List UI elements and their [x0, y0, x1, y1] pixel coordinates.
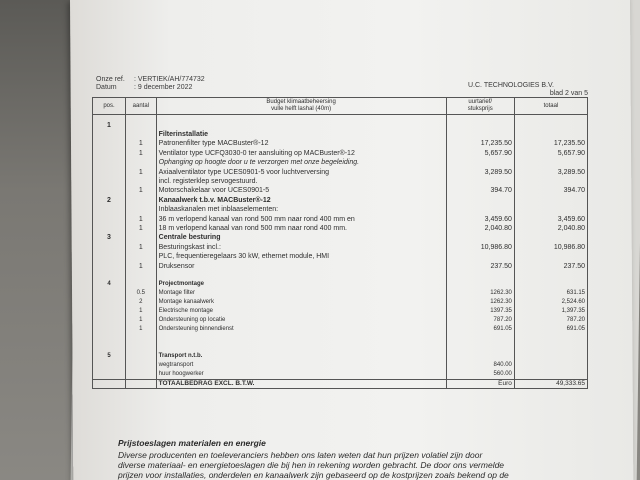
row-pos — [93, 139, 126, 148]
note-line: Diverse producenten en toeleveranciers hebben ons laten weten dat hun prijzen volatiel zijn door — [118, 450, 483, 460]
row-unit-price — [446, 130, 514, 139]
row-total — [514, 121, 587, 130]
row-quantity: 0.5 — [126, 289, 157, 298]
row-pos — [93, 252, 126, 261]
table-row — [93, 271, 588, 280]
table-row — [93, 167, 588, 176]
row-description: wegtransport — [156, 361, 446, 370]
row-unit-price: 1397.35 — [446, 307, 514, 316]
row-pos — [93, 334, 126, 343]
row-total: 1,397.35 — [514, 307, 587, 316]
table-row — [93, 316, 588, 325]
company-name: U.C. TECHNOLOGIES B.V. — [468, 82, 554, 89]
row-description: Projectmontage — [156, 280, 446, 289]
row-total — [514, 205, 587, 214]
row-quantity — [126, 121, 157, 130]
header-total: totaal — [514, 98, 587, 115]
row-description: Besturingskast incl.: — [156, 243, 446, 252]
row-pos — [93, 307, 126, 316]
row-description: Motorschakelaar voor UCES0901-5 — [156, 186, 446, 195]
table-row — [93, 205, 588, 214]
row-description — [156, 343, 446, 352]
row-total — [514, 233, 587, 242]
table-row — [93, 130, 588, 139]
row-total: 3,289.50 — [514, 167, 587, 176]
row-description: Ondersteuning op locatie — [156, 316, 446, 325]
row-description: Axiaalventilator type UCES0901-5 voor luchtverversing — [156, 167, 446, 176]
header-description — [156, 98, 446, 115]
row-pos — [93, 316, 126, 325]
row-quantity: 2 — [126, 298, 157, 307]
row-unit-price — [446, 196, 514, 205]
row-pos — [93, 177, 126, 186]
row-unit-price: 17,235.50 — [446, 139, 514, 148]
row-quantity: 1 — [126, 167, 157, 176]
row-unit-price — [446, 252, 514, 261]
table-row — [93, 196, 588, 205]
table-row — [93, 243, 588, 252]
row-pos — [93, 243, 126, 252]
row-quantity — [126, 271, 157, 280]
row-total — [514, 177, 587, 186]
table-row — [93, 370, 588, 379]
row-unit-price — [446, 158, 514, 167]
row-total: 2,524.60 — [514, 298, 587, 307]
row-unit-price: 691.05 — [446, 325, 514, 334]
row-description: Electrische montage — [156, 307, 446, 316]
row-total: 237.50 — [514, 261, 587, 270]
row-description: Montage kanaalwerk — [156, 298, 446, 307]
row-quantity — [126, 158, 157, 167]
date-label: Datum — [96, 84, 117, 91]
row-description: PLC, frequentieregelaars 30 kW, ethernet module, HMI — [156, 252, 446, 261]
row-unit-price: 560.00 — [446, 370, 514, 379]
row-total: 691.05 — [514, 325, 587, 334]
row-pos — [93, 271, 126, 280]
row-total — [514, 280, 587, 289]
row-description: Inblaaskanalen met inblaaselementen: — [156, 205, 446, 214]
row-unit-price — [446, 343, 514, 352]
total-currency: Euro — [446, 379, 514, 388]
row-quantity: 1 — [126, 325, 157, 334]
row-description — [156, 121, 446, 130]
table-row — [93, 289, 588, 298]
row-unit-price — [446, 280, 514, 289]
row-description: Ventilator type UCFQ3030-0 ter aansluiting op MACBuster®-12 — [156, 149, 446, 158]
row-pos — [93, 186, 126, 195]
header-desc-line2: vulle helft lashal (40m) — [271, 106, 332, 112]
row-pos — [93, 149, 126, 158]
row-pos — [93, 214, 126, 223]
row-pos: 4 — [93, 280, 126, 289]
row-total: 631.15 — [514, 289, 587, 298]
row-description: Ondersteuning binnendienst — [156, 325, 446, 334]
table-row — [93, 252, 588, 261]
row-pos — [93, 289, 126, 298]
row-quantity: 1 — [126, 243, 157, 252]
row-quantity: 1 — [126, 307, 157, 316]
row-unit-price: 1262.30 — [446, 298, 514, 307]
date-value: : 9 december 2022 — [134, 84, 193, 91]
ref-value: : VERTIEK/AH/774732 — [134, 76, 205, 83]
row-pos — [93, 224, 126, 233]
table-row — [93, 343, 588, 352]
row-quantity — [126, 352, 157, 361]
row-pos — [93, 130, 126, 139]
row-quantity — [126, 252, 157, 261]
row-description — [156, 334, 446, 343]
table-row — [93, 186, 588, 195]
total-label: TOTAALBEDRAG EXCL. B.T.W. — [156, 379, 446, 388]
row-unit-price — [446, 177, 514, 186]
row-quantity — [126, 334, 157, 343]
row-total — [514, 158, 587, 167]
row-total — [514, 196, 587, 205]
row-quantity: 1 — [126, 261, 157, 270]
row-pos — [93, 298, 126, 307]
row-quantity: 1 — [126, 139, 157, 148]
row-total — [514, 370, 587, 379]
row-quantity — [126, 205, 157, 214]
row-total — [514, 252, 587, 261]
row-pos — [93, 370, 126, 379]
row-description: Kanaalwerk t.b.v. MACBuster®-12 — [156, 196, 446, 205]
row-quantity: 1 — [126, 186, 157, 195]
row-quantity — [126, 343, 157, 352]
row-pos — [93, 167, 126, 176]
row-quantity — [126, 280, 157, 289]
table-row — [93, 224, 588, 233]
header-pos: pos. — [93, 98, 126, 115]
price-surcharge-note — [118, 438, 509, 480]
table-row — [93, 261, 588, 270]
row-unit-price — [446, 271, 514, 280]
total-row — [93, 379, 588, 388]
row-quantity: 1 — [126, 224, 157, 233]
row-total — [514, 130, 587, 139]
row-unit-price — [446, 352, 514, 361]
ref-label: Onze ref. — [96, 76, 125, 83]
row-description: 18 m verlopend kanaal van rond 500 mm naar rond 400 mm. — [156, 224, 446, 233]
row-unit-price: 2,040.80 — [446, 224, 514, 233]
table-row — [93, 361, 588, 370]
row-total: 5,657.90 — [514, 149, 587, 158]
row-pos: 1 — [93, 121, 126, 130]
row-unit-price: 840.00 — [446, 361, 514, 370]
row-pos — [93, 205, 126, 214]
table-body — [93, 115, 588, 380]
table-row — [93, 121, 588, 130]
row-unit-price — [446, 334, 514, 343]
row-unit-price: 237.50 — [446, 261, 514, 270]
total-amount: 49,333.65 — [514, 379, 587, 388]
row-pos — [93, 361, 126, 370]
header-unit-line1: uurtarief/ — [468, 99, 493, 105]
row-unit-price — [446, 205, 514, 214]
row-description: Druksensor — [156, 261, 446, 270]
row-total: 3,459.60 — [514, 214, 587, 223]
row-description: Centrale besturing — [156, 233, 446, 242]
table-row — [93, 352, 588, 361]
row-description: Ophanging op hoogte door u te verzorgen met onze begeleiding. — [156, 158, 446, 167]
row-quantity: 1 — [126, 316, 157, 325]
table-row — [93, 280, 588, 289]
header-unit-price — [446, 98, 514, 115]
row-pos — [93, 261, 126, 270]
row-pos — [93, 158, 126, 167]
table-row — [93, 158, 588, 167]
table-row — [93, 298, 588, 307]
header-aantal: aantal — [126, 98, 157, 115]
table-row — [93, 334, 588, 343]
table-row — [93, 177, 588, 186]
row-total — [514, 343, 587, 352]
row-total — [514, 361, 587, 370]
row-description: huur hoogwerker — [156, 370, 446, 379]
page-number: blad 2 van 5 — [549, 90, 588, 97]
row-description: incl. registerklep servogestuurd. — [156, 177, 446, 186]
row-total — [514, 334, 587, 343]
row-unit-price: 1262.30 — [446, 289, 514, 298]
table-row — [93, 325, 588, 334]
table-header-row — [93, 98, 588, 115]
row-unit-price: 10,986.80 — [446, 243, 514, 252]
row-total — [514, 352, 587, 361]
note-title: Prijstoeslagen materialen en energie — [118, 438, 266, 448]
note-line: diverse materiaal- en energietoeslagen die bij hen in rekening worden gebracht. De door ons vermelde — [118, 460, 505, 470]
row-description: 36 m verlopend kanaal van rond 500 mm naar rond 400 mm en — [156, 214, 446, 223]
row-quantity — [126, 233, 157, 242]
row-unit-price — [446, 233, 514, 242]
table-row — [93, 307, 588, 316]
row-total: 787.20 — [514, 316, 587, 325]
row-pos: 2 — [93, 196, 126, 205]
row-total — [514, 271, 587, 280]
table-row — [93, 233, 588, 242]
row-total: 2,040.80 — [514, 224, 587, 233]
reference-block — [96, 76, 205, 92]
row-unit-price: 5,657.90 — [446, 149, 514, 158]
row-unit-price: 787.20 — [446, 316, 514, 325]
header-desc-line1: Budget klimaatbeheersing — [266, 99, 336, 105]
table-row — [93, 149, 588, 158]
row-quantity: 1 — [126, 214, 157, 223]
row-quantity — [126, 370, 157, 379]
row-pos — [93, 343, 126, 352]
row-pos: 3 — [93, 233, 126, 242]
row-unit-price: 3,459.60 — [446, 214, 514, 223]
company-block — [468, 82, 588, 98]
row-description: Patronenfilter type MACBuster®-12 — [156, 139, 446, 148]
row-unit-price — [446, 121, 514, 130]
row-pos: 5 — [93, 352, 126, 361]
row-description: Transport n.t.b. — [156, 352, 446, 361]
note-line: prijzen voor installaties, onderdelen en kanaalwerk zijn gebaseerd op de kostprijzen zoals bekend op de — [118, 470, 509, 480]
row-description — [156, 271, 446, 280]
row-quantity — [126, 361, 157, 370]
row-total: 394.70 — [514, 186, 587, 195]
row-quantity — [126, 130, 157, 139]
row-pos — [93, 325, 126, 334]
header-unit-line2: stuksprijs — [467, 106, 493, 112]
row-quantity: 1 — [126, 149, 157, 158]
row-description: Montage filter — [156, 289, 446, 298]
row-quantity — [126, 177, 157, 186]
row-total: 10,986.80 — [514, 243, 587, 252]
budget-table — [92, 97, 588, 389]
row-unit-price: 394.70 — [446, 186, 514, 195]
row-quantity — [126, 196, 157, 205]
table-row — [93, 214, 588, 223]
row-unit-price: 3,289.50 — [446, 167, 514, 176]
row-description: Filterinstallatie — [156, 130, 446, 139]
row-total: 17,235.50 — [514, 139, 587, 148]
table-row — [93, 139, 588, 148]
